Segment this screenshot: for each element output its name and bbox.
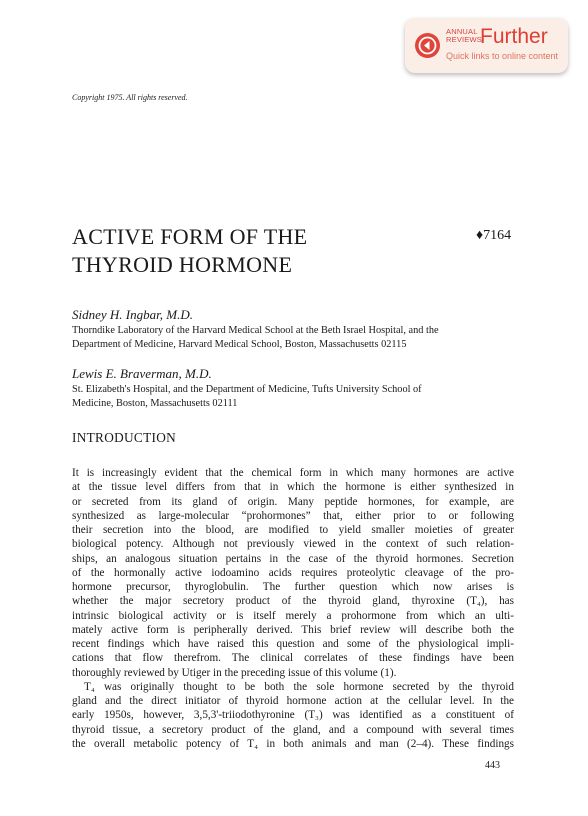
body-line: recent findings which have raised this question and some of the physiological impli- <box>72 638 514 650</box>
body-text <box>72 466 514 751</box>
section-heading: INTRODUCTION <box>72 430 177 445</box>
author-name: Lewis E. Braverman, M.D. <box>72 366 212 381</box>
body-line: early 1950s, however, 3,5,3'-triiodothyronine (T₃) was identified as a constituent of <box>72 709 514 722</box>
title-line: THYROID HORMONE <box>72 252 293 277</box>
author-affiliation: Thorndike Laboratory of the Harvard Medical School at the Beth Israel Hospital, and the Department of Medicine, Harvard Medical School, Boston, Massachusetts 02115 <box>72 325 439 350</box>
body-line: at the tissue level differs from that in which the hormone is either synthesized in <box>72 481 514 494</box>
article-title <box>72 223 307 279</box>
play-icon <box>415 33 440 58</box>
author-affiliation: St. Elizabeth's Hospital, and the Department of Medicine, Tufts University School of Medicine, Boston, Massachusetts 02111 <box>72 384 422 409</box>
body-line: ships, an analogous situation pertains in the case of the thyroid hormones. Secretion <box>72 552 514 565</box>
body-line: synthesized as large-molecular “prohormones” that, either prior to or following <box>72 509 514 522</box>
copyright-notice: Copyright 1975. All rights reserved. <box>72 93 188 102</box>
author-name: Sidney H. Ingbar, M.D. <box>72 307 193 322</box>
further-badge[interactable] <box>405 18 568 73</box>
body-line: gland and the direct initiator of thyroid hormone action at the cellular level. In the <box>72 695 514 707</box>
body-line: hormone precursor, thyroglobulin. The further question which now arises is <box>72 581 514 593</box>
quick-links-label[interactable]: Quick links to online content <box>446 51 559 61</box>
article-code: ♦7164 <box>476 228 512 243</box>
body-line: or secreted from its gland of origin. Many peptide hormones, for example, are <box>72 495 514 508</box>
body-line: thyroid tissue, a secretory product of the gland, and a compound with several times <box>72 723 514 736</box>
body-line: their secretion into the blood, are modified to yield smaller moieties of greater <box>72 524 514 536</box>
body-line: intrinsic biological activity or is itself merely a prohormone from which an ulti- <box>72 609 514 622</box>
body-line: the overall metabolic potency of T₄ in both animals and man (2–4). These findings <box>72 737 514 750</box>
body-line: mately active form is peripherally derived. This brief review will describe both the <box>72 623 514 636</box>
annual-reviews-logo-text: ANNUAL REVIEWS <box>446 27 482 44</box>
page-number: 443 <box>485 760 500 771</box>
further-label: Further <box>480 25 548 48</box>
body-line: It is increasingly evident that the chemical form in which many hormones are active <box>72 467 514 479</box>
body-line: cations that flow therefrom. The clinical correlates of these findings have been <box>72 652 514 665</box>
body-line: biological potency. Although not previously viewed in the context of such relation- <box>72 538 514 551</box>
body-line: T₄ was originally thought to be both the sole hormone secreted by the thyroid <box>84 680 514 693</box>
body-line: thoroughly reviewed by Utiger in the preceding issue of this volume (1). <box>72 666 397 679</box>
body-line: of the hormonally active iodoamino acids requires proteolytic cleavage of the pro- <box>72 566 514 579</box>
title-line: ACTIVE FORM OF THE <box>72 224 308 249</box>
body-line: whether the major secretory product of the thyroid gland, thyroxine (T₄), has <box>72 595 514 608</box>
